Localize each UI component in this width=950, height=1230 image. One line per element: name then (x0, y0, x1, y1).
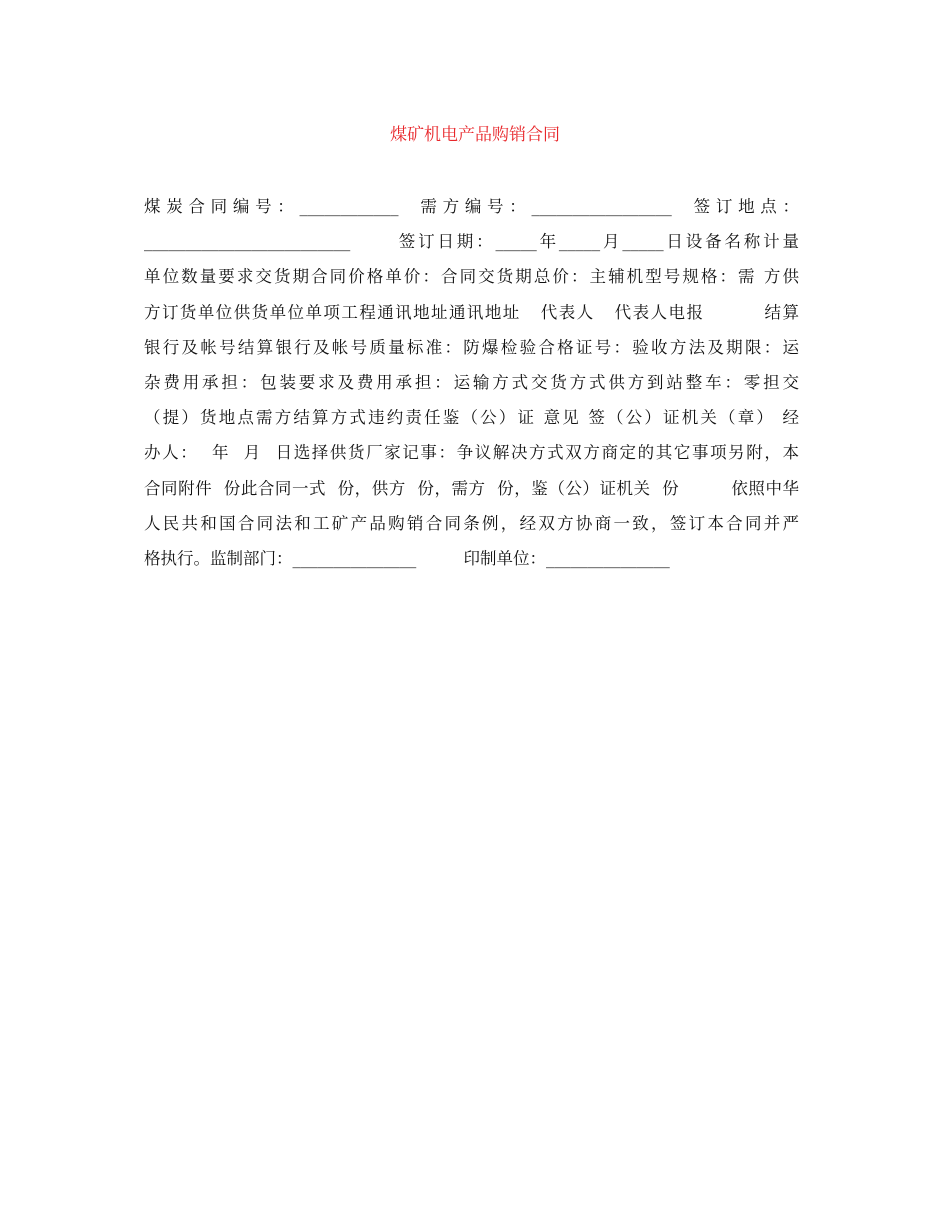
document-title: 煤矿机电产品购销合同 (390, 125, 560, 145)
body-line: 办人： 年 月 日选择供货厂家记事：争议解决方式双方商定的其它事项另附，本 (144, 443, 799, 463)
body-line: 杂费用承担：包装要求及费用承担：运输方式交货方式供方到站整车：零担交 (144, 372, 799, 392)
body-line: 煤炭合同编号：____________ 需方编号：_________________ 签订地点： (144, 197, 799, 216)
body-line: （提）货地点需方结算方式违约责任鉴（公）证 意见 签（公）证机关（章） 经 (144, 408, 799, 428)
body-line-last: 格执行。监制部门：_______________ 印制单位：_______________ (144, 548, 670, 568)
body-line: 人民共和国合同法和工矿产品购销合同条例，经双方协商一致，签订本合同并严 (144, 513, 799, 533)
body-line: 单位数量要求交货期合同价格单价：合同交货期总价：主辅机型号规格：需 方供 (144, 267, 799, 287)
body-line: 银行及帐号结算银行及帐号质量标准：防爆检验合格证号：验收方法及期限：运 (144, 337, 799, 357)
body-line: 合同附件 份此合同一式 份，供方 份，需方 份，鉴（公）证机关 份 依照中华 (144, 478, 799, 498)
body-line: 方订货单位供货单位单项工程通讯地址通讯地址 代表人 代表人电报 结算 (144, 302, 799, 322)
contract-body (144, 194, 799, 581)
body-line: _________________________ 签订日期：_____年_____月_____日设备名称计量 (144, 232, 799, 252)
